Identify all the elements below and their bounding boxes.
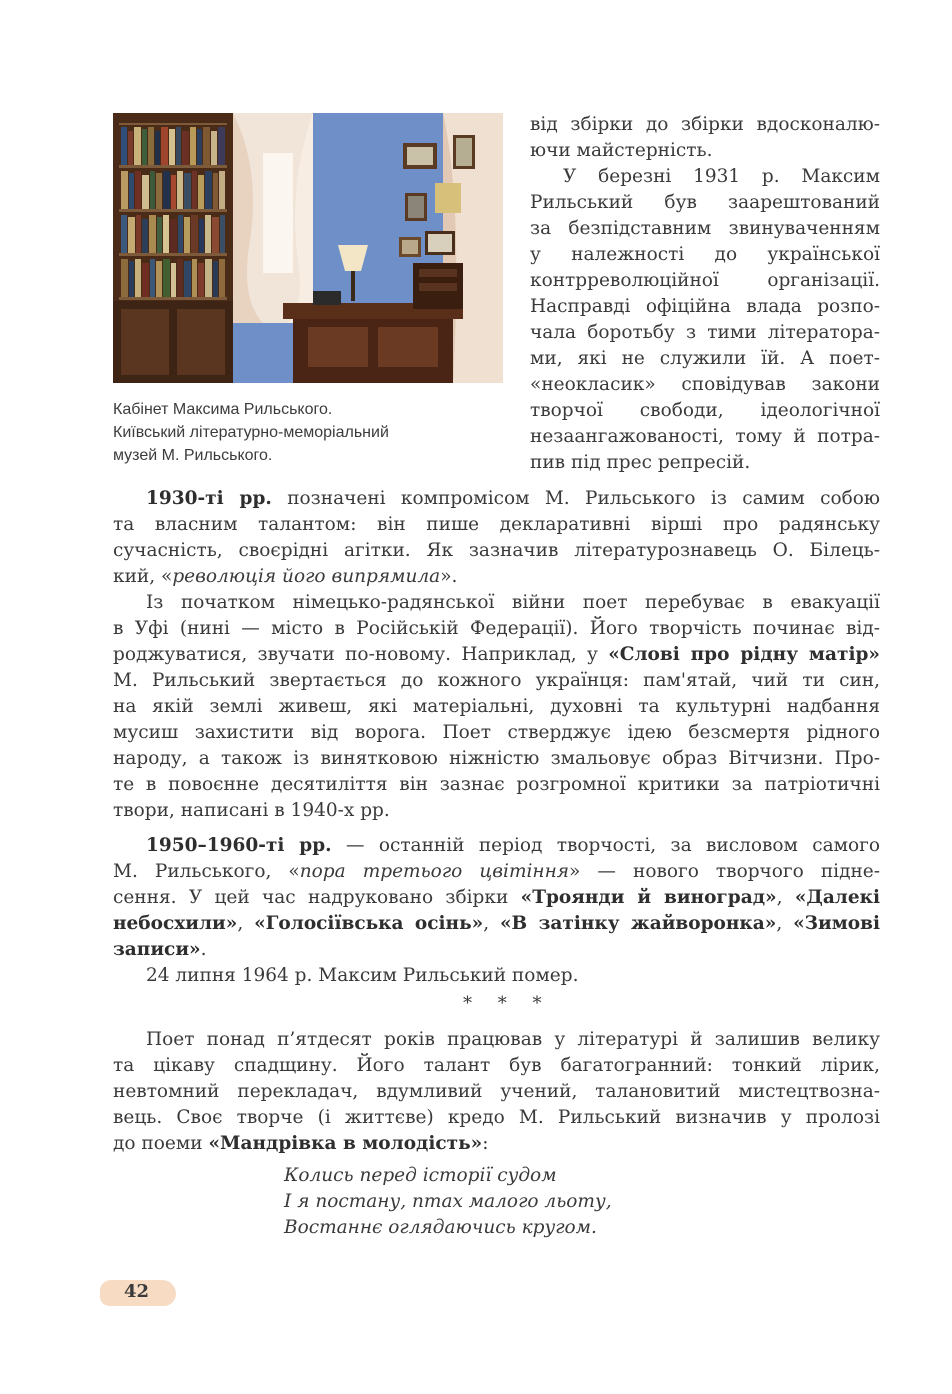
text-line: Поет понад п’ятдесят років працював у літературі й залишив велику (146, 1029, 880, 1050)
text-line: ми, які не служили їй. А поет- (530, 348, 880, 369)
work-title: небосхили» (113, 913, 238, 934)
text-line: народу, а також із винятковою ніжністю змальовує образ Вітчизни. Про- (113, 748, 880, 769)
photo-caption (113, 398, 503, 467)
text-line: від збірки до збірки вдосконалю- (530, 114, 880, 135)
work-title: «Голосіївська осінь» (254, 913, 484, 934)
text-span: ». (440, 566, 458, 587)
text-line: У березні 1931 р. Максим (563, 166, 880, 187)
page-number-label: 42 (124, 1281, 150, 1302)
text-span: позначені компромісом М. Рильського із самим собою (271, 488, 880, 509)
text-line (113, 833, 880, 859)
work-title: «Слові про рідну матір» (608, 644, 880, 665)
work-title: «Троянди й виноград» (520, 887, 777, 908)
text-span: кий, « (113, 566, 173, 587)
text-line: М. Рильський звертається до кожного українця: пам'ятай, чий ти син, (113, 670, 880, 691)
text-span: , (483, 913, 500, 934)
paragraph-death: 24 липня 1964 р. Максим Рильський помер. (146, 965, 579, 986)
poem-quote (284, 1163, 612, 1241)
text-line (113, 937, 880, 963)
text-line: те в повоєнне десятиліття він зазнає розгромної критики за патріотичні (113, 774, 880, 795)
text-span: до поеми (113, 1133, 209, 1154)
study-photo (113, 113, 503, 383)
text-line (113, 564, 880, 590)
text-line: «неокласик» сповідував закони (530, 374, 880, 395)
text-line: Із початком німецько-радянської війни поет перебуває в евакуації (146, 592, 880, 613)
text-span: сення. У цей час надруковано збірки (113, 887, 521, 908)
quote: пора третього цвітіння (299, 861, 570, 882)
text-line: незаангажованості, тому й потра- (530, 426, 880, 447)
caption-line: Київський літературно-меморіальний (113, 424, 389, 441)
text-line: Рильський був заарештований (530, 192, 880, 213)
poem-line: І я постану, птах малого льоту, (284, 1191, 612, 1212)
text-span: : (482, 1133, 489, 1154)
text-span: — останній період творчості, за висловом самого (331, 835, 880, 856)
text-line (113, 859, 880, 885)
paragraph-1950s (113, 833, 880, 963)
text-line: сучасність, своєрідні агітки. Як зазначив літературознавець О. Білець- (113, 540, 880, 561)
study-photo-illustration (113, 113, 503, 383)
paragraph-war (113, 590, 880, 824)
text-span: М. Рильського, « (113, 861, 300, 882)
right-column-text (530, 112, 880, 476)
text-line: в Уфі (нині — місто в Російській Федерації). Його творчість починає від- (113, 618, 880, 639)
work-title: «В затінку жайворонка» (499, 913, 777, 934)
text-line (113, 1131, 880, 1157)
period-heading: 1930-ті рр. (146, 488, 272, 509)
text-line: чала боротьбу з тими літератора- (530, 322, 880, 343)
text-line: ючи майстерність. (530, 140, 713, 161)
text-line: творчої свободи, ідеологічної (530, 400, 880, 421)
text-span: , (776, 887, 795, 908)
text-line: Насправді офіційна влада розпо- (530, 296, 880, 317)
text-span: роджуватися, звучати по-новому. Наприклад, у (113, 644, 609, 665)
text-line: у належності до української (530, 244, 880, 265)
work-title: «Зимові (793, 913, 881, 934)
text-line (113, 486, 880, 512)
text-line: за безпідставним звинуваченням (530, 218, 880, 239)
poem-line: Колись перед історії судом (284, 1165, 557, 1186)
text-span: » — нового творчого підне- (569, 861, 880, 882)
text-line: контрреволюційної організації. (530, 270, 880, 291)
section-separator: * * * (463, 993, 552, 1014)
text-line: мусиш захистити від ворога. Поет стверджує ідею безсмертя рідного (113, 722, 880, 743)
text-line: на якій землі живеш, які матеріальні, духовні та культурні надбання (113, 696, 880, 717)
closing-text (113, 1027, 880, 1157)
work-title: «Далекі (794, 887, 881, 908)
text-line (113, 911, 880, 937)
text-span: , (237, 913, 255, 934)
caption-line: музей М. Рильського. (113, 447, 273, 464)
work-title: «Мандрівка в молодість» (208, 1133, 483, 1154)
text-line: пив під прес репресій. (530, 452, 751, 473)
caption-line: Кабінет Максима Рильського. (113, 401, 333, 418)
poem-line: Востаннє оглядаючись кругом. (284, 1217, 597, 1238)
text-line: вець. Своє творче (і життєве) кредо М. Рильський визначив у пролозі (113, 1107, 880, 1128)
work-title: записи» (113, 939, 201, 960)
paragraph-1930s (113, 486, 880, 590)
text-line: твори, написані в 1940-х рр. (113, 800, 390, 821)
page-number (100, 1276, 176, 1310)
text-line (113, 642, 880, 668)
text-span: . (200, 939, 207, 960)
period-heading: 1950–1960-ті рр. (146, 835, 332, 856)
main-text (113, 486, 880, 989)
quote: революція його випрямила (172, 566, 441, 587)
text-span: , (776, 913, 794, 934)
text-line: та цікаву спадщину. Його талант був багатогранний: тонкий лірик, (113, 1055, 880, 1076)
text-line (113, 885, 880, 911)
text-line: невтомний перекладач, вдумливий учений, талановитий мистецтвозна- (113, 1081, 880, 1102)
text-line: та власним талантом: він пише декларативні вірші про радянську (113, 514, 880, 535)
